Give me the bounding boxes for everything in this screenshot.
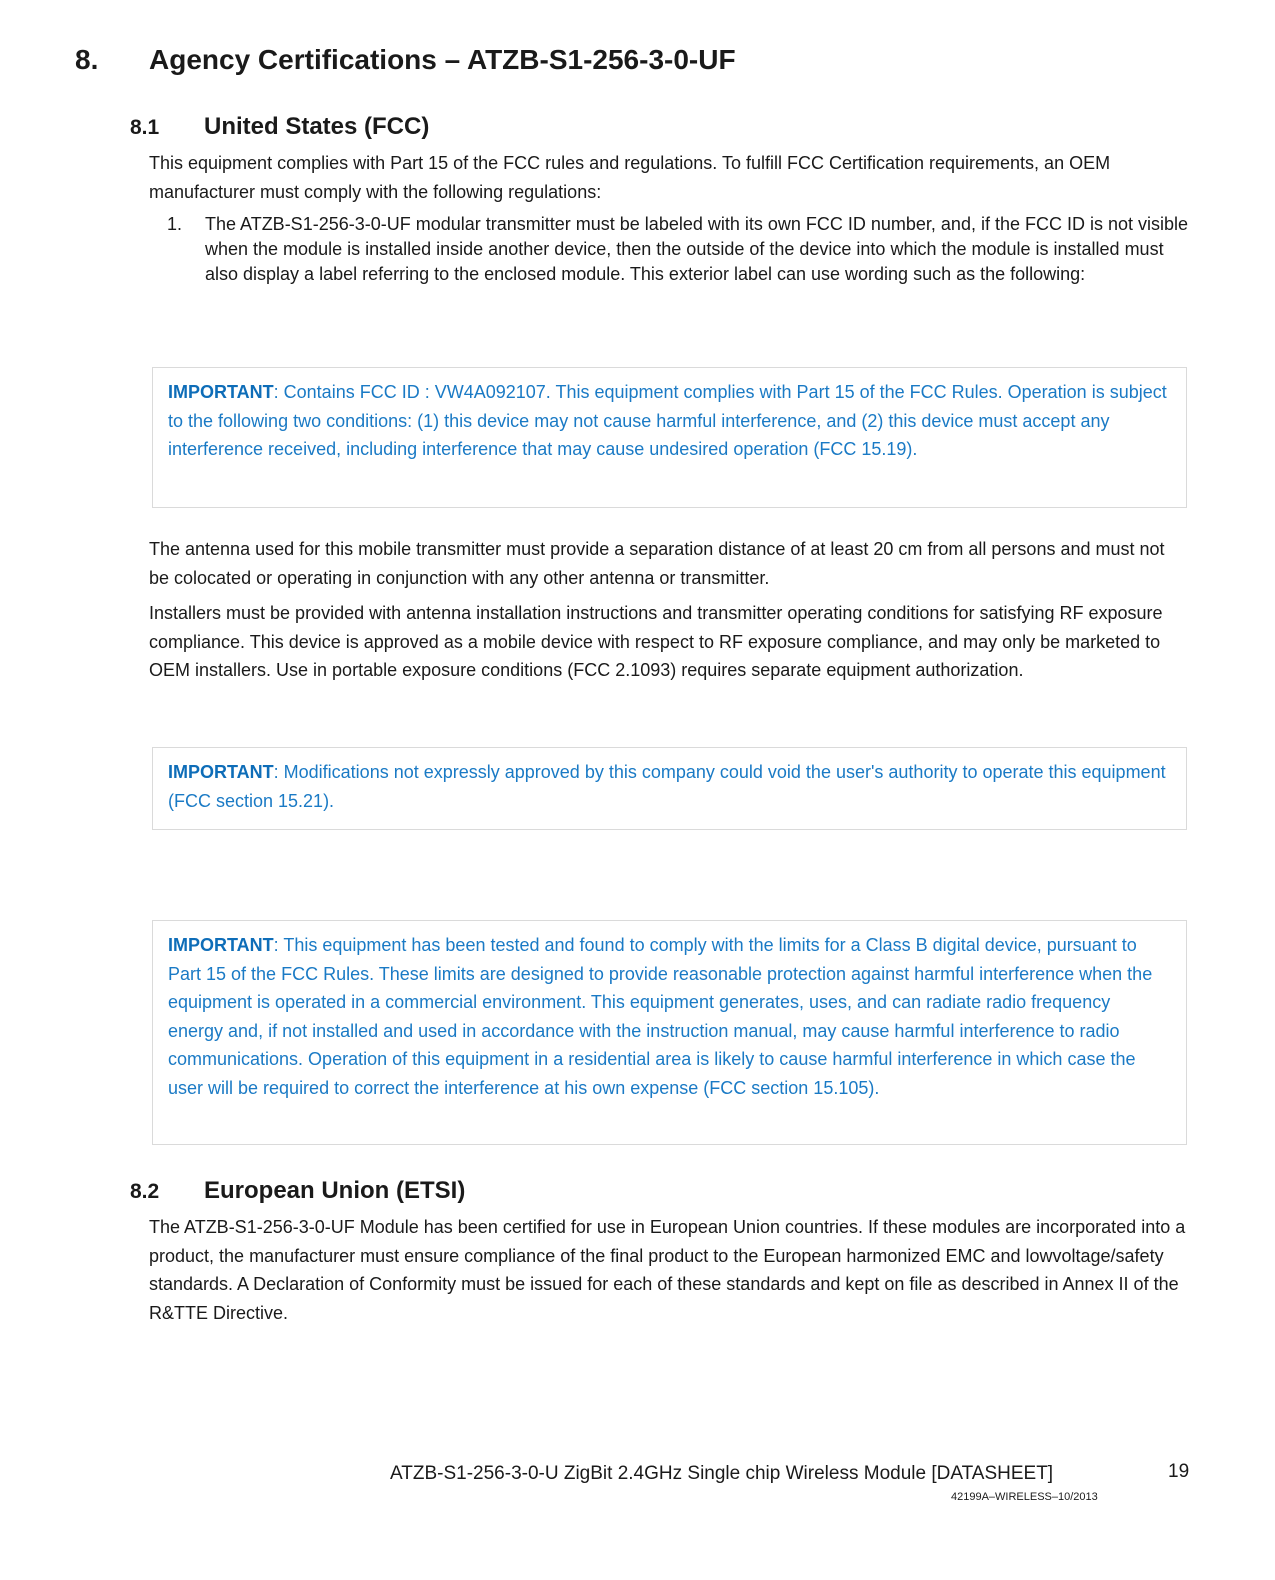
section-number: 8.2 [130,1180,160,1203]
section-8-1-heading [130,113,429,141]
important-box-modifications [152,747,1187,830]
list-item-text: The ATZB-S1-256-3-0-UF modular transmitter must be labeled with its own FCC ID number, and, if the FCC ID is not visible when the module is installed inside another device, then the outside of the device into which the module is installed must also display a label referring to the enclosed module. This exterior label can use wording such as the following: [205,214,1189,284]
antenna-paragraph: The antenna used for this mobile transmitter must provide a separation distance of at least 20 cm from all persons and must not be colocated or operating in conjunction with any other antenna or transmitter. [149,539,1165,588]
section-number: 8.1 [130,116,160,139]
important-box-class-b [152,920,1187,1145]
important-label: IMPORTANT [168,935,274,955]
section-title: Agency Certifications – ATZB-S1-256-3-0-UF [149,44,736,75]
important-label: IMPORTANT [168,762,274,782]
important-box-fcc-id [152,367,1187,508]
important-text [168,931,1168,1102]
fcc-requirements-list [167,212,1197,287]
etsi-paragraph: The ATZB-S1-256-3-0-UF Module has been certified for use in European Union countries. If these modules are incorporated into a product, the manufacturer must ensure compliance of the final product to the European harmonized EMC and lowvoltage/safety standards. A Declaration of Conformity must be issued for each of these standards and kept on file as described in Annex II of the R&TTE Directive. [149,1217,1186,1323]
section-title: European Union (ETSI) [204,1177,466,1204]
section-8-2-heading [130,1177,465,1205]
section-number: 8. [75,44,99,75]
important-text [168,378,1168,464]
important-body: : Modifications not expressly approved by this company could void the user's authority to operate this equipment (FCC section 15.21). [168,762,1166,811]
important-label: IMPORTANT [168,382,274,402]
important-body: : Contains FCC ID : VW4A092107. This equipment complies with Part 15 of the FCC Rules. Operation is subject to the following two conditions: (1) this device may not cause harmful interference, and (2) this device must accept any interference received, including interference that may cause undesired operation (FCC 15.19). [168,382,1167,459]
important-text [168,758,1168,815]
important-body: : This equipment has been tested and found to comply with the limits for a Class B digital device, pursuant to Part 15 of the FCC Rules. These limits are designed to provide reasonable protection against harmful interference when the equipment is operated in a commercial environment. This equipment generates, uses, and can radiate radio frequency energy and, if not installed and used in accordance with the instruction manual, may cause harmful interference to radio communications. Operation of this equipment in a residential area is likely to cause harmful interference in which case the user will be required to correct the interference at his own expense (FCC section 15.105). [168,935,1153,1098]
section-8-heading [75,44,736,76]
footer-document-title: ATZB-S1-256-3-0-U ZigBit 2.4GHz Single chip Wireless Module [DATASHEET] [390,1463,1054,1484]
installers-paragraph: Installers must be provided with antenna installation instructions and transmitter operating conditions for satisfying RF exposure compliance. This device is approved as a mobile device with respect to RF exposure compliance, and may only be marketed to OEM installers. Use in portable exposure conditions (FCC 2.1093) requires separate equipment authorization. [149,603,1163,680]
list-item [167,212,1197,287]
section-title: United States (FCC) [204,113,430,140]
footer-page-number: 19 [1168,1461,1190,1482]
footer-document-code: 42199A–WIRELESS–10/2013 [951,1491,1098,1503]
fcc-intro-paragraph: This equipment complies with Part 15 of the FCC rules and regulations. To fulfill FCC Certification requirements, an OEM manufacturer must comply with the following regulations: [149,153,1111,202]
list-marker: 1. [167,214,183,234]
